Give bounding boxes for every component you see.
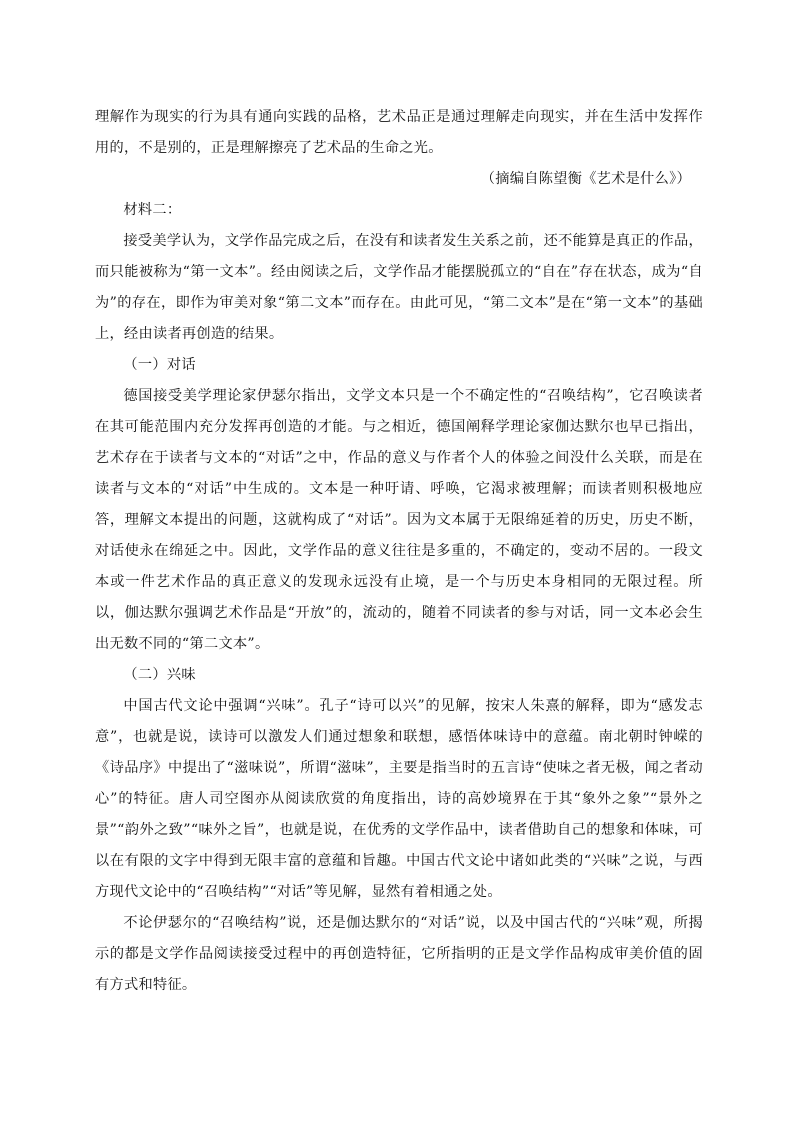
section-heading-xingwei: （二）兴味 <box>123 667 196 683</box>
material-two-label: 材料二： <box>123 202 182 218</box>
paragraph-reception-aesthetics: 接受美学认为，文学作品完成之后，在没有和读者发生关系之前，还不能算是真正的作品，而只能被称为“第一文本”。经由阅读之后，文学作品才能摆脱孤立的“自在”存在状态，成为“自为”的存在，即作为审美对象“第二文本”而存在。由此可见，“第二文本”是在“第一文本”的基础上，经由读者再创造的结果。 <box>95 233 703 342</box>
paragraph-xingwei: 中国古代文论中强调“兴味”。孔子“诗可以兴”的见解，按宋人朱熹的解释，即为“感发志意”，也就是说，读诗可以激发人们通过想象和联想，感悟体味诗中的意蕴。南北朝时钟嵘的《诗品序》中提出了“滋味说”，所谓“滋味”，主要是指当时的五言诗“使味之者无极，闻之者动心”的特征。唐人司空图亦从阅读欣赏的角度指出，诗的高妙境界在于其“象外之象”“景外之景”“韵外之致”“味外之旨”，也就是说，在优秀的文学作品中，读者借助自己的想象和体味，可以在有限的文字中得到无限丰富的意蕴和旨趣。中国古代文论中诸如此类的“兴味”之说，与西方现代文论中的“召唤结构”“对话”等见解，显然有着相通之处。 <box>95 698 703 900</box>
section-heading-dialogue: （一）对话 <box>123 357 196 373</box>
paragraph-dialogue: 德国接受美学理论家伊瑟尔指出，文学文本只是一个不确定性的“召唤结构”，它召唤读者在其可能范围内充分发挥再创造的才能。与之相近，德国阐释学理论家伽达默尔也早已指出，艺术存在于读者与文本的“对话”之中，作品的意义与作者个人的体验之间没什么关联，而是在读者与文本的“对话”中生成的。文本是一种吁请、呼唤，它渴求被理解；而读者则积极地应答，理解文本提出的问题，这就构成了“对话”。因为文本属于无限绵延着的历史，历史不断，对话使永在绵延之中。因此，文学作品的意义往往是多重的，不确定的，变动不居的。一段文本或一件艺术作品的真正意义的发现永远没有止境，是一个与历史本身相同的无限过程。所以，伽达默尔强调艺术作品是“开放”的，流动的，随着不同读者的参与对话，同一文本必会生出无数不同的“第二文本”。 <box>95 388 703 652</box>
source-citation: （摘编自陈望衡《艺术是什么》） <box>480 171 691 187</box>
document-body <box>95 102 703 1001</box>
paragraph-conclusion: 不论伊瑟尔的“召唤结构”说，还是伽达默尔的“对话”说，以及中国古代的“兴味”观，所揭示的都是文学作品阅读接受过程中的再创造特征，它所指明的正是文学作品构成审美价值的固有方式和特征。 <box>95 915 703 993</box>
paragraph-intro: 理解作为现实的行为具有通向实践的品格，艺术品正是通过理解走向现实，并在生活中发挥作用的，不是别的，正是理解擦亮了艺术品的生命之光。 <box>95 109 703 156</box>
